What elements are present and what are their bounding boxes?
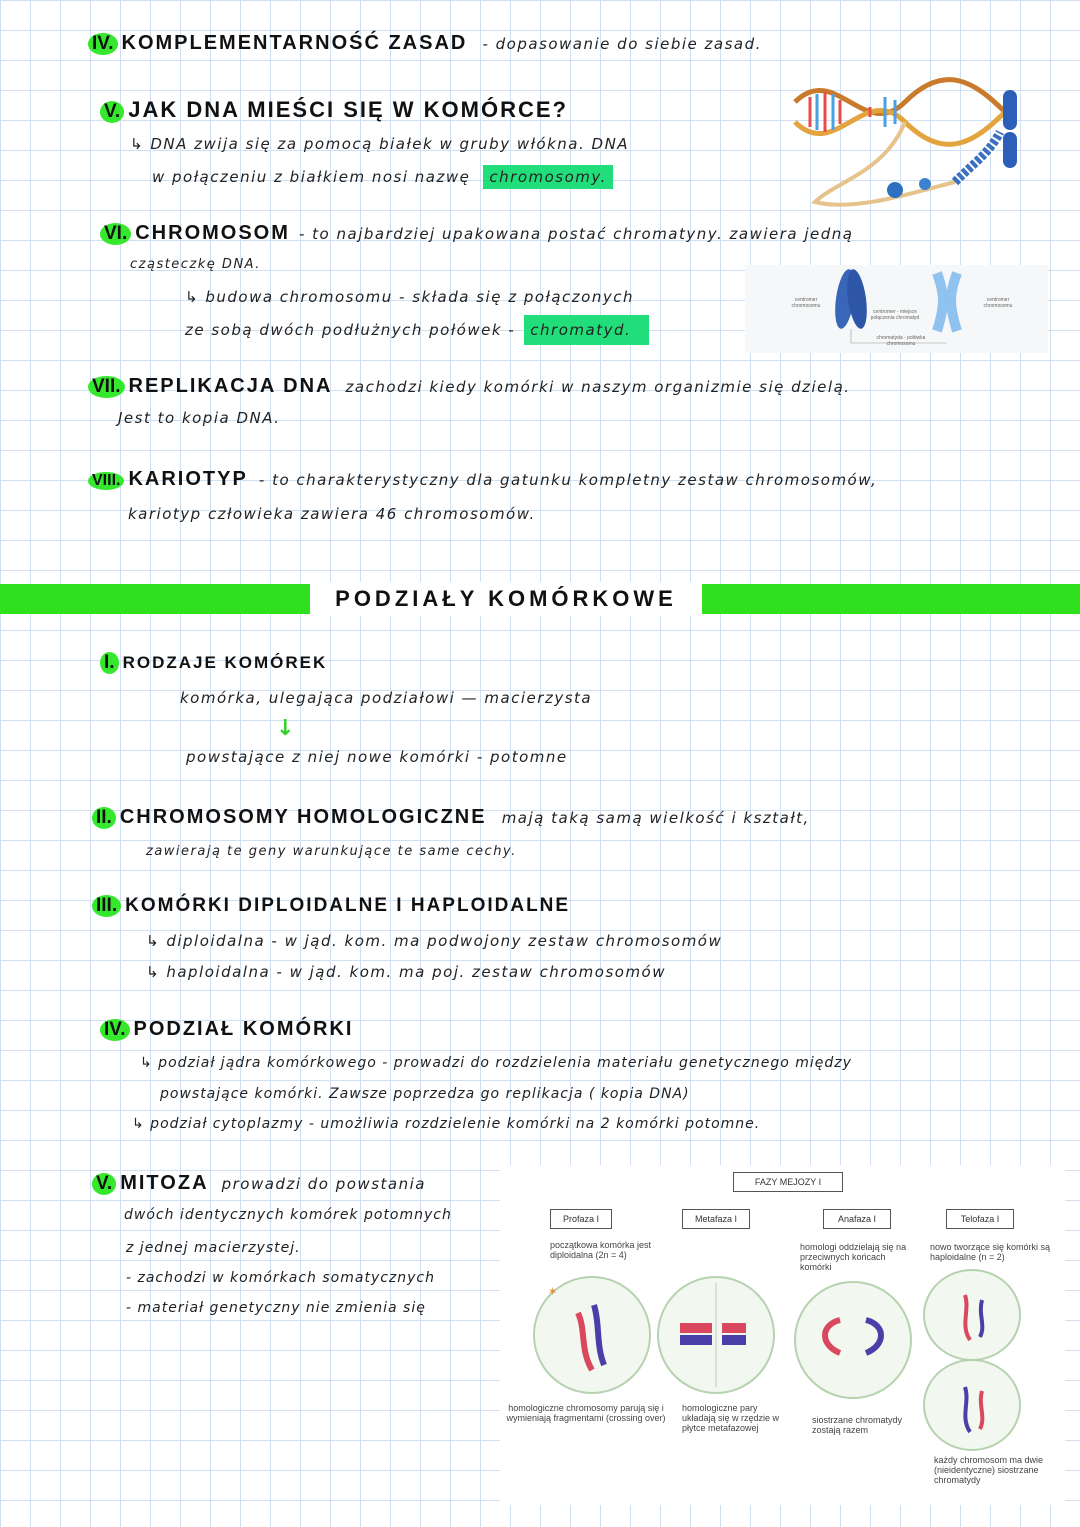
highlight-chromatyd: chromatyd.	[524, 315, 649, 345]
chromatid	[951, 273, 957, 331]
caption-profaza-bottom: homologiczne chromosomy parują się i wymieniają fragmentami (crossing over)	[506, 1403, 666, 1423]
nucleosome	[887, 182, 903, 198]
text-line: - zachodzi w komórkach somatycznych	[126, 1270, 436, 1286]
cell	[924, 1270, 1020, 1360]
caption-telofaza-bottom: każdy chromosom ma dwie (nieidentyczne) siostrzane chromatydy	[934, 1455, 1044, 1485]
chromatid	[937, 273, 943, 331]
number-badge: V.	[100, 101, 124, 123]
heading-title: REPLIKACJA DNA	[128, 375, 333, 397]
chromosome-row	[680, 1335, 712, 1345]
heading-description: zachodzi kiedy komórki w naszym organizmie się dzielą.	[345, 378, 851, 396]
chromosome-row	[722, 1335, 746, 1345]
phase-label-metafaza: Metafaza I	[682, 1209, 750, 1229]
section-title-podzialy: PODZIAŁY KOMÓRKOWE	[310, 582, 702, 616]
number-badge: I.	[100, 652, 119, 674]
number-badge: III.	[92, 895, 121, 917]
number-badge: V.	[92, 1173, 116, 1195]
phase-label-anafaza: Anafaza I	[823, 1209, 891, 1229]
text-line: kariotyp człowieka zawiera 46 chromosomów.	[128, 505, 536, 523]
text-line: - materiał genetyczny nie zmienia się	[126, 1300, 426, 1316]
svg-text:✶: ✶	[548, 1285, 558, 1298]
meiosis-phases-image	[500, 1165, 1065, 1505]
highlight-chromosomy: chromosomy.	[483, 165, 612, 189]
text-line: zawierają te geny warunkujące te same cechy.	[146, 844, 517, 859]
number-badge: VII.	[88, 376, 125, 398]
text-line: ↳ podział cytoplazmy - umożliwia rozdzielenie komórki na 2 komórki potomne.	[132, 1116, 761, 1132]
heading-title: KOMPLEMENTARNOŚĆ ZASAD	[121, 32, 468, 54]
text-line: ↳ haploidalna - w jąd. kom. ma poj. zestaw chromosomów	[146, 963, 666, 981]
chromosome	[980, 1300, 982, 1337]
text-line: ↳ podział jądra komórkowego - prowadzi do rozdzielenia materiału genetycznego między	[140, 1055, 852, 1071]
caption-profaza-top: początkowa komórka jest diploidalna (2n = 4)	[550, 1240, 652, 1260]
heading-komplementarnosc	[88, 32, 762, 55]
heading-komorki-diploidalne	[92, 895, 570, 917]
caption-telofaza-top: nowo tworzące się komórki są haploidalne (n = 2)	[930, 1242, 1051, 1262]
text-line: dwóch identycznych komórek potomnych	[124, 1207, 452, 1223]
heading-title: CHROMOSOMY HOMOLOGICZNE	[119, 806, 487, 828]
number-badge: II.	[92, 807, 116, 829]
heading-description: mają taką samą wielkość i kształt,	[501, 809, 810, 827]
number-badge: VI.	[100, 223, 131, 245]
figure-label: centromer chromosomu	[983, 297, 1013, 309]
text-line: w połączeniu z białkiem nosi nazwę	[152, 168, 471, 186]
chromosome-shape	[1003, 90, 1017, 130]
cell	[795, 1282, 911, 1398]
text-line: komórka, ulegająca podziałowi — macierzysta	[180, 689, 593, 707]
dna-helix-image	[775, 72, 1045, 222]
heading-title: MITOZA	[120, 1172, 209, 1194]
heading-chromosom	[100, 222, 853, 245]
heading-description: - to charakterystyczny dla gatunku kompletny zestaw chromosomów,	[258, 471, 878, 489]
text-line-with-highlight	[185, 320, 649, 339]
heading-dna-w-komorce	[100, 97, 568, 123]
heading-title: CHROMOSOM	[135, 222, 290, 244]
text-line: z jednej macierzystej.	[126, 1240, 301, 1256]
figure-label: chromatyda - połówka chromosomu	[876, 335, 926, 347]
nucleosome	[919, 178, 931, 190]
heading-rodzaje-komorek	[100, 652, 327, 674]
text-line: ↳ diploidalna - w jąd. kom. ma podwojony zestaw chromosomów	[146, 932, 723, 950]
heading-podzial-komorki	[100, 1018, 354, 1041]
caption-anafaza-bottom: siostrzane chromatydy zostają razem	[812, 1415, 903, 1435]
heading-mitoza	[92, 1172, 426, 1195]
text-line: powstające komórki. Zawsze poprzedza go replikacja ( kopia DNA)	[160, 1086, 690, 1102]
caption-anafaza-top: homologi oddzielają się na przeciwnych końcach komórki	[800, 1242, 907, 1272]
heading-replikacja	[88, 375, 851, 398]
text-line: ↳ budowa chromosomu - składa się z połączonych	[185, 288, 634, 306]
heading-description: - dopasowanie do siebie zasad.	[482, 35, 762, 53]
chromosome	[980, 1391, 982, 1429]
caption-metafaza-bottom: homologiczne pary układają się w rzędzie w płytce metafazowej	[682, 1403, 780, 1433]
heading-title: RODZAJE KOMÓREK	[122, 653, 328, 672]
heading-title: KOMÓRKI DIPLOIDALNE I HAPLOIDALNE	[125, 895, 571, 916]
phase-label-profaza: Profaza I	[550, 1209, 612, 1229]
heading-title: PODZIAŁ KOMÓRKI	[133, 1018, 354, 1040]
text-line: ↳ DNA zwija się za pomocą białek w gruby włókna. DNA	[130, 135, 630, 153]
chromosome-shape	[1003, 132, 1017, 168]
number-badge: VIII.	[88, 472, 124, 490]
heading-title: KARIOTYP	[128, 468, 248, 490]
meiosis-cells-illustration	[500, 1165, 1065, 1505]
text-line: powstające z niej nowe komórki - potomne	[186, 748, 568, 766]
coil	[955, 132, 1000, 182]
chromosome-row	[680, 1323, 712, 1333]
chromatin-fiber	[815, 122, 955, 205]
heading-description: - to najbardziej upakowana postać chromatyny. zawiera jedną	[299, 225, 854, 243]
chromosome-row	[722, 1323, 746, 1333]
meiosis-title: FAZY MEJOZY I	[733, 1172, 843, 1192]
number-badge: IV.	[88, 33, 118, 55]
cell	[924, 1360, 1020, 1450]
text-line: cząsteczkę DNA.	[130, 257, 261, 272]
text-line-with-highlight	[152, 167, 613, 186]
heading-description: prowadzi do powstania	[221, 1175, 426, 1193]
arrow-down-icon: ↓	[276, 716, 295, 741]
heading-kariotyp	[88, 468, 877, 491]
text-line: Jest to kopia DNA.	[118, 409, 281, 427]
phase-label-telofaza: Telofaza I	[946, 1209, 1014, 1229]
figure-label: centromer - miejsce połączenia chromatyd	[870, 309, 920, 321]
heading-chromosomy-homologiczne	[92, 806, 810, 829]
figure-label: centromer chromosomu	[791, 297, 821, 309]
text-line: ze sobą dwóch podłużnych połówek -	[185, 321, 516, 339]
number-badge: IV.	[100, 1019, 130, 1041]
heading-title: JAK DNA MIEŚCI SIĘ W KOMÓRCE?	[128, 97, 568, 122]
chromosome-structure-image	[745, 265, 1048, 353]
